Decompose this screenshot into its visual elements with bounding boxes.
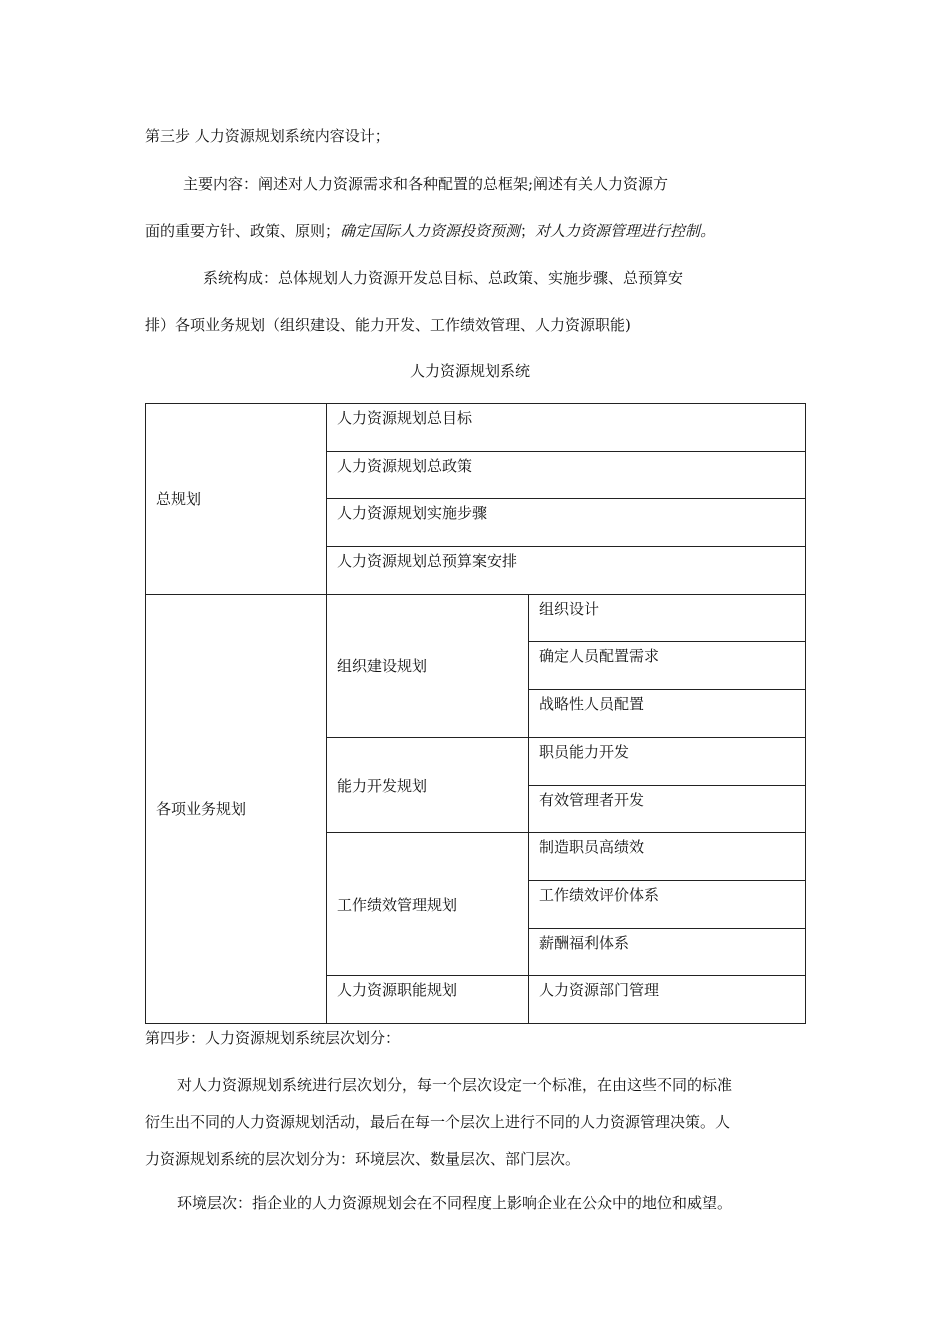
step4-heading: 第四步：人力资源规划系统层次划分： [145, 1029, 401, 1047]
overall-plan-label: 总规划 [146, 404, 327, 595]
group-item: 制造职员高绩效 [529, 833, 806, 881]
main-content-italic-forecast: 确定国际人力资源投资预测 [340, 222, 521, 240]
group-item: 确定人员配置需求 [529, 642, 806, 690]
business-plan-label: 各项业务规划 [146, 594, 327, 1023]
group-name: 工作绩效管理规划 [327, 833, 529, 976]
main-content-line1: 主要内容：阐述对人力资源需求和各种配置的总框架;阐述有关人力资源方 [183, 175, 669, 193]
group-name: 能力开发规划 [327, 737, 529, 832]
overall-item: 人力资源规划总目标 [327, 404, 806, 452]
main-content-separator: ； [520, 222, 536, 240]
group-name: 组织建设规划 [327, 594, 529, 737]
group-item: 战略性人员配置 [529, 690, 806, 738]
overall-item: 人力资源规划总预算案安排 [327, 547, 806, 595]
group-item: 薪酬福利体系 [529, 928, 806, 976]
overall-item: 人力资源规划总政策 [327, 451, 806, 499]
step3-heading: 第三步 人力资源规划系统内容设计； [145, 127, 390, 145]
step4-para1-line1: 对人力资源规划系统进行层次划分，每一个层次设定一个标准，在由这些不同的标准 [177, 1076, 733, 1094]
group-name: 人力资源职能规划 [327, 976, 529, 1024]
table-caption: 人力资源规划系统 [410, 362, 531, 380]
step4-para1-line2: 衍生出不同的人力资源规划活动，最后在每一个层次上进行不同的人力资源管理决策。人 [145, 1113, 731, 1131]
main-content-text: 面的重要方针、政策、原则； [145, 222, 341, 240]
group-item: 组织设计 [529, 594, 806, 642]
main-content-end: 。 [700, 222, 716, 240]
composition-line2: 排）各项业务规划（组织建设、能力开发、工作绩效管理、人力资源职能) [145, 316, 631, 334]
step4-para1-line3: 力资源规划系统的层次划分为：环境层次、数量层次、部门层次。 [145, 1150, 581, 1168]
group-item: 职员能力开发 [529, 737, 806, 785]
group-item: 工作绩效评价体系 [529, 880, 806, 928]
group-item: 有效管理者开发 [529, 785, 806, 833]
composition-line1: 系统构成：总体规划人力资源开发总目标、总政策、实施步骤、总预算安 [203, 269, 684, 287]
overall-item: 人力资源规划实施步骤 [327, 499, 806, 547]
group-item: 人力资源部门管理 [529, 976, 806, 1024]
step4-para2: 环境层次：指企业的人力资源规划会在不同程度上影响企业在公众中的地位和威望。 [177, 1194, 733, 1212]
main-content-italic-control: 对人力资源管理进行控制 [535, 222, 701, 240]
hr-planning-table [145, 403, 806, 1024]
main-content-line2 [145, 221, 715, 241]
